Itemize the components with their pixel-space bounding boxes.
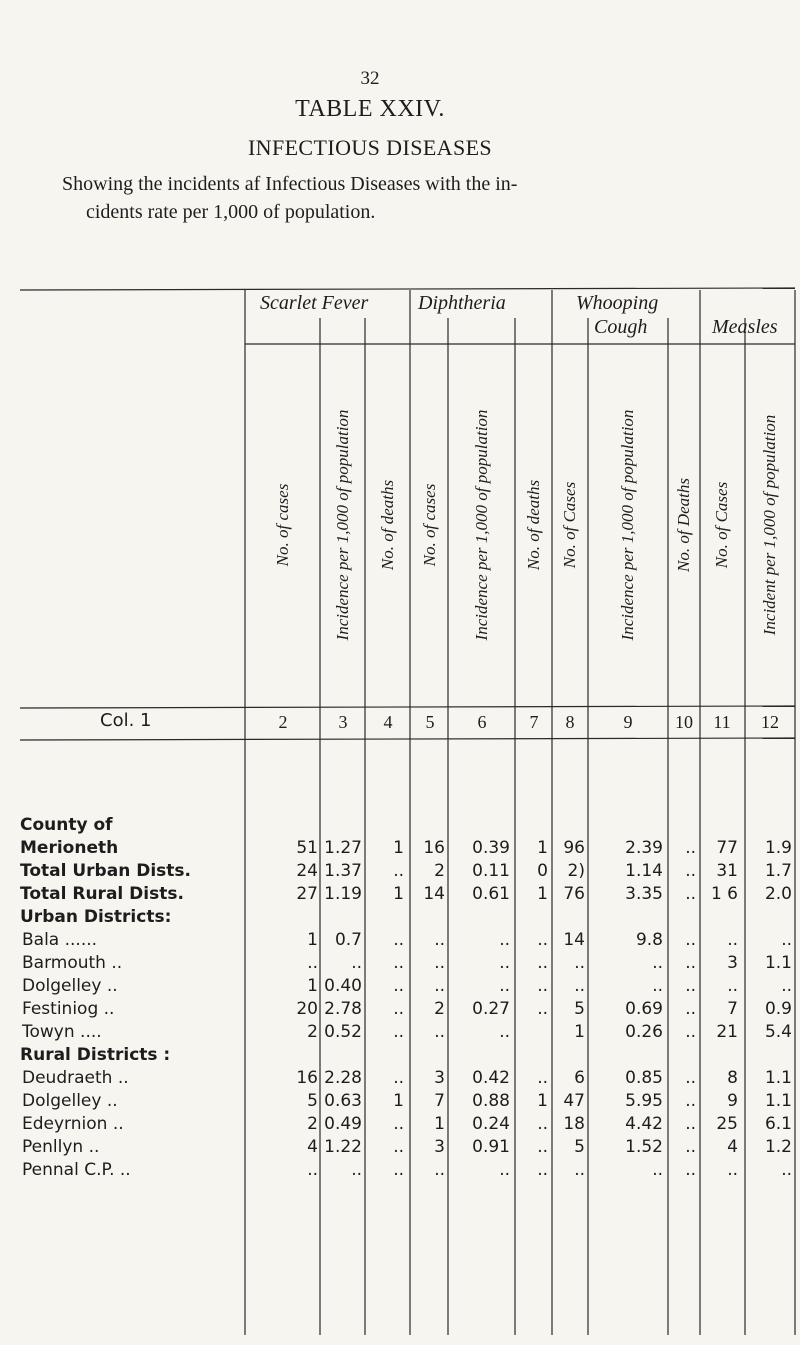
table-cell: ..: [537, 999, 548, 1019]
table-subject: INFECTIOUS DISEASES: [247, 135, 493, 160]
table-cell: 0.88: [472, 1091, 510, 1111]
table-cell: 2): [567, 861, 585, 881]
table-cell: 27: [296, 884, 318, 904]
table-cell: ..: [685, 1068, 696, 1088]
row-label: Total Urban Dists.: [20, 861, 191, 881]
table-cell: 4: [307, 1137, 318, 1157]
table-cell: ..: [434, 1022, 445, 1042]
row-label: Bala ......: [22, 930, 98, 950]
table-cell: 14: [563, 930, 585, 950]
row-label: Towyn ....: [22, 1022, 102, 1042]
table-cell: 0.26: [625, 1022, 663, 1042]
table-cell: ..: [727, 930, 738, 950]
table-cell: 21: [716, 1022, 738, 1042]
table-cell: 5: [307, 1091, 318, 1111]
table-cell: 51: [296, 838, 318, 858]
table-cell: ..: [393, 953, 404, 973]
table-cell: 0.11: [472, 861, 510, 881]
table-cell: 1: [393, 838, 404, 858]
table-cell: ..: [685, 861, 696, 881]
table-cell: 14: [423, 884, 445, 904]
table-cell: 16: [423, 838, 445, 858]
table-title: TABLE XXIV.: [295, 96, 445, 122]
table-cell: 5: [574, 999, 585, 1019]
table-cell: ..: [434, 953, 445, 973]
table-cell: 0.24: [472, 1114, 510, 1134]
table-cell: ..: [434, 1160, 445, 1180]
row-label: Dolgelley ..: [22, 976, 118, 996]
table-cell: ..: [393, 1022, 404, 1042]
table-cell: ..: [393, 1160, 404, 1180]
table-cell: ..: [685, 1114, 696, 1134]
table-cell: 5.95: [625, 1091, 663, 1111]
table-cell: ..: [537, 953, 548, 973]
table-cell: 2: [434, 999, 445, 1019]
table-cell: 2.28: [324, 1068, 362, 1088]
table-cell: 1.7: [764, 861, 792, 881]
table-cell: 96: [563, 838, 585, 858]
table-cell: ..: [393, 861, 404, 881]
table-cell: 1: [434, 1114, 445, 1134]
table-cell: ..: [574, 1160, 585, 1180]
table-cell: ..: [351, 953, 362, 973]
table-cell: 1.37: [324, 861, 362, 881]
table-cell: 8: [727, 1068, 738, 1088]
row-label: Festiniog ..: [22, 999, 115, 1019]
table-cell: 76: [563, 884, 585, 904]
table-cell: 1: [574, 1022, 585, 1042]
col-number: 3: [338, 712, 348, 732]
table-cell: 1.9: [764, 838, 792, 858]
table-cell: 1: [307, 976, 318, 996]
table-cell: ..: [537, 1068, 548, 1088]
table-cell: 0: [537, 861, 548, 881]
table-cell: ..: [685, 953, 696, 973]
table-cell: 1.1: [764, 1091, 792, 1111]
table-cell: ..: [685, 1091, 696, 1111]
page-number: 32: [360, 68, 380, 89]
row-label: Penllyn ..: [22, 1137, 100, 1157]
table-cell: 1: [537, 838, 548, 858]
table-cell: 0.52: [324, 1022, 362, 1042]
table-cell: ..: [393, 999, 404, 1019]
table-cell: ..: [652, 953, 663, 973]
table-cell: ..: [727, 1160, 738, 1180]
table-cell: 3: [434, 1137, 445, 1157]
table-cell: 0.9: [764, 999, 792, 1019]
table-cell: 3: [727, 953, 738, 973]
row-label: Pennal C.P. ..: [22, 1160, 131, 1180]
table-cell: ..: [393, 976, 404, 996]
table-cell: ..: [393, 1114, 404, 1134]
table-cell: 7: [727, 999, 738, 1019]
table-cell: ..: [393, 1068, 404, 1088]
table-cell: 1.27: [324, 838, 362, 858]
table-cell: 0.40: [324, 976, 362, 996]
table-cell: ..: [652, 976, 663, 996]
row-label: Barmouth ..: [22, 953, 123, 973]
col-number: 4: [383, 712, 393, 732]
group-measles: Measles: [712, 316, 778, 338]
table-cell: 0.85: [625, 1068, 663, 1088]
table-cell: 0.61: [472, 884, 510, 904]
col-number: 12: [761, 712, 779, 732]
table-cell: ..: [685, 930, 696, 950]
table-cell: 2: [434, 861, 445, 881]
table-cell: 31: [716, 861, 738, 881]
table-cell: 1: [537, 884, 548, 904]
table-cell: ..: [781, 1160, 792, 1180]
col-number: 8: [565, 712, 575, 732]
row-label: Edeyrnion ..: [22, 1114, 124, 1134]
table-cell: ..: [307, 953, 318, 973]
table-cell: 1.19: [324, 884, 362, 904]
table-cell: 0.39: [472, 838, 510, 858]
row-label: Rural Districts :: [20, 1045, 171, 1065]
table-cell: 2: [307, 1114, 318, 1134]
row-label: Dolgelley ..: [22, 1091, 118, 1111]
table-cell: ..: [685, 976, 696, 996]
table-cell: 6: [574, 1068, 585, 1088]
table-cell: 2: [307, 1022, 318, 1042]
table-cell: 77: [716, 838, 738, 858]
table-cell: 3.35: [625, 884, 663, 904]
table-cell: 20: [296, 999, 318, 1019]
row-label: Urban Districts:: [20, 907, 172, 927]
table-cell: ..: [537, 1114, 548, 1134]
table-cell: 1: [393, 884, 404, 904]
table-cell: 0.69: [625, 999, 663, 1019]
table-cell: 1 6: [710, 884, 738, 904]
table-cell: 7: [434, 1091, 445, 1111]
table-cell: ..: [393, 1137, 404, 1157]
table-cell: 1.1: [764, 953, 792, 973]
table-cell: 16: [296, 1068, 318, 1088]
table-cell: ..: [685, 1022, 696, 1042]
table-cell: ..: [685, 1160, 696, 1180]
table-cell: 0.63: [324, 1091, 362, 1111]
table-cell: ..: [499, 976, 510, 996]
table-cell: 1.2: [764, 1137, 792, 1157]
col-number: 11: [713, 712, 731, 732]
table-cell: 1.14: [625, 861, 663, 881]
table-cell: ..: [574, 953, 585, 973]
intro-line-2: cidents rate per 1,000 of population.: [86, 201, 376, 223]
table-cell: ..: [727, 976, 738, 996]
row-label: Deudraeth ..: [22, 1068, 129, 1088]
col-number: 10: [675, 712, 693, 732]
table-cell: 1.52: [625, 1137, 663, 1157]
table-cell: ..: [781, 930, 792, 950]
table-cell: ..: [537, 976, 548, 996]
table-cell: 2.0: [764, 884, 792, 904]
table-cell: 0.91: [472, 1137, 510, 1157]
table-cell: 2.39: [625, 838, 663, 858]
row-label: County of: [20, 815, 113, 835]
table-cell: ..: [499, 1160, 510, 1180]
col-number: 2: [278, 712, 288, 732]
table-cell: ..: [499, 930, 510, 950]
table-cell: 24: [296, 861, 318, 881]
table-cell: 1: [537, 1091, 548, 1111]
group-scarlet-fever: Scarlet Fever: [260, 292, 369, 314]
table-cell: 18: [563, 1114, 585, 1134]
row-label: Merioneth: [20, 838, 119, 858]
intro-line-1: Showing the incidents af Infectious Diseases with the in-: [62, 173, 518, 195]
table-cell: ..: [434, 930, 445, 950]
table-cell: 1: [307, 930, 318, 950]
table-cell: 0.27: [472, 999, 510, 1019]
table-cell: ..: [574, 976, 585, 996]
table-cell: 2.78: [324, 999, 362, 1019]
table-cell: 1: [393, 1091, 404, 1111]
table-cell: 5.4: [764, 1022, 792, 1042]
table-cell: ..: [537, 1137, 548, 1157]
col-number: 5: [425, 712, 435, 732]
table-cell: 25: [716, 1114, 738, 1134]
row-label: Total Rural Dists.: [20, 884, 184, 904]
group-diphtheria: Diphtheria: [418, 292, 506, 314]
table-cell: 47: [563, 1091, 585, 1111]
table-cell: 5: [574, 1137, 585, 1157]
col-number: 6: [477, 712, 487, 732]
group-cough: Cough: [594, 316, 648, 338]
table-cell: ..: [499, 1022, 510, 1042]
table-cell: 1.22: [324, 1137, 362, 1157]
table-cell: ..: [434, 976, 445, 996]
table-cell: ..: [307, 1160, 318, 1180]
table-cell: 9: [727, 1091, 738, 1111]
table-cell: ..: [781, 976, 792, 996]
table-cell: 4.42: [625, 1114, 663, 1134]
table-cell: ..: [537, 1160, 548, 1180]
table-cell: 0.7: [334, 930, 362, 950]
table-cell: ..: [393, 930, 404, 950]
table-cell: ..: [499, 953, 510, 973]
col1-label: Col. 1: [100, 710, 152, 731]
table-cell: 3: [434, 1068, 445, 1088]
table-cell: 6.1: [764, 1114, 792, 1134]
table-cell: ..: [685, 884, 696, 904]
table-cell: ..: [685, 999, 696, 1019]
table-cell: ..: [652, 1160, 663, 1180]
table-cell: ..: [685, 838, 696, 858]
table-cell: ..: [537, 930, 548, 950]
table-cell: ..: [351, 1160, 362, 1180]
col-number: 7: [529, 712, 539, 732]
col-number: 9: [623, 712, 633, 732]
table-cell: 1.1: [764, 1068, 792, 1088]
table-cell: 0.42: [472, 1068, 510, 1088]
table-cell: 4: [727, 1137, 738, 1157]
table-cell: 0.49: [324, 1114, 362, 1134]
group-whooping: Whooping: [576, 292, 659, 314]
table-cell: ..: [685, 1137, 696, 1157]
table-cell: 9.8: [635, 930, 663, 950]
